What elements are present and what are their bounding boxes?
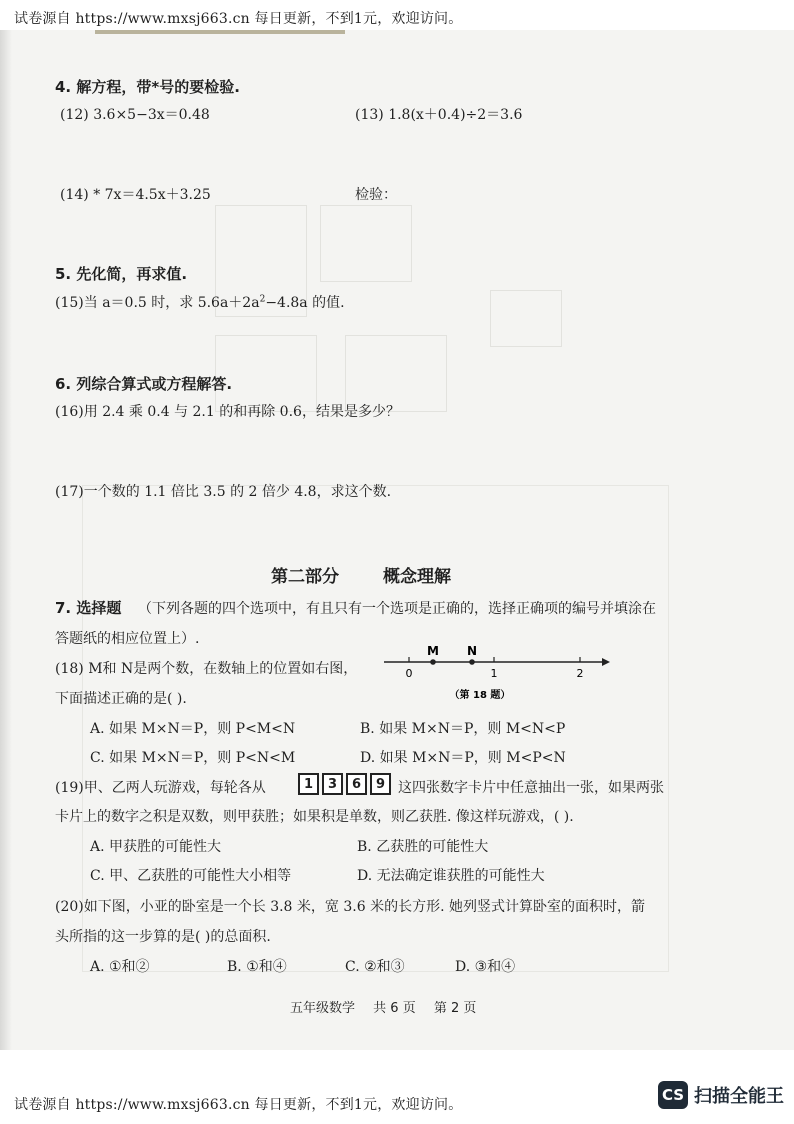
q20-option-d: D. ③和④ bbox=[455, 959, 516, 975]
question-15-exponent: 2 bbox=[259, 294, 266, 305]
showthrough-cube-2 bbox=[320, 205, 412, 282]
q20-option-a: A. ①和② bbox=[90, 959, 150, 975]
question-12: (12) 3.6×5−3x＝0.48 bbox=[60, 107, 210, 123]
question-18-line1: (18) M和 N是两个数，在数轴上的位置如右图， bbox=[55, 661, 358, 677]
section4-heading: 4. 解方程，带*号的要检验. bbox=[55, 78, 240, 96]
question-18-line2: 下面描述正确的是( ). bbox=[55, 691, 187, 707]
number-card-6: 6 bbox=[346, 773, 367, 795]
camscanner-badge-icon: CS bbox=[658, 1081, 688, 1109]
question-17: (17)一个数的 1.1 倍比 3.5 的 2 倍少 4.8，求这个数. bbox=[55, 484, 392, 500]
point-n bbox=[469, 659, 475, 665]
question-20-line1: (20)如下图，小亚的卧室是一个长 3.8 米，宽 3.6 米的长方形. 她列竖式计算卧室的面积时，箭 bbox=[55, 899, 645, 915]
number-card-3: 3 bbox=[322, 773, 343, 795]
question-13: (13) 1.8(x＋0.4)÷2＝3.6 bbox=[355, 107, 523, 123]
source-banner-top: 试卷源自 https://www.mxsj663.cn 每日更新，不到1元，欢迎访问。 bbox=[14, 11, 463, 27]
footer-page-number: 第 2 页 bbox=[433, 1001, 477, 1016]
part2-title-right: 概念理解 bbox=[383, 567, 451, 587]
q20-option-c: C. ②和③ bbox=[345, 959, 405, 975]
page-footer bbox=[290, 997, 490, 1016]
question-19-pre: (19)甲、乙两人玩游戏，每轮各从 bbox=[55, 780, 266, 796]
showthrough-cube-3 bbox=[490, 290, 562, 347]
tick-label-1: 1 bbox=[490, 667, 498, 680]
label-m: M bbox=[427, 644, 439, 658]
paper-edge-shadow bbox=[0, 30, 12, 1050]
question-15-suffix: −4.8a 的值. bbox=[265, 295, 345, 311]
question-16: (16)用 2.4 乘 0.4 与 2.1 的和再除 0.6，结果是多少？ bbox=[55, 404, 400, 420]
footer-subject: 五年级数学 bbox=[290, 1001, 356, 1016]
paper-top-mark bbox=[95, 30, 345, 34]
camscanner-logo-text: 扫描全能王 bbox=[694, 1086, 784, 1107]
q18-option-b: B. 如果 M×N＝P，则 M<N<P bbox=[360, 721, 566, 737]
number-card-1: 1 bbox=[298, 773, 319, 795]
q18-option-a: A. 如果 M×N＝P，则 P<M<N bbox=[90, 721, 296, 737]
question-19-line2: 卡片上的数字之积是双数，则甲获胜；如果积是单数，则乙获胜. 像这样玩游戏，( ). bbox=[55, 809, 574, 825]
question-15 bbox=[55, 292, 345, 312]
q19-option-d: D. 无法确定谁获胜的可能性大 bbox=[357, 868, 545, 884]
question-14: (14) * 7x＝4.5x＋3.25 bbox=[60, 187, 211, 203]
section5-heading: 5. 先化简，再求值. bbox=[55, 265, 188, 283]
check-label: 检验： bbox=[355, 187, 397, 203]
q18-option-d: D. 如果 M×N＝P，则 M<P<N bbox=[360, 750, 566, 766]
footer-total-pages: 共 6 页 bbox=[373, 1001, 416, 1016]
number-cards bbox=[298, 773, 391, 795]
number-line-figure bbox=[380, 640, 610, 705]
section6-heading: 6. 列综合算式或方程解答. bbox=[55, 375, 233, 393]
number-card-9: 9 bbox=[370, 773, 391, 795]
section7-intro-line1: （下列各题的四个选项中，有且只有一个选项是正确的，选择正确项的编号并填涂在 bbox=[138, 601, 656, 617]
question-15-prefix: (15)当 a＝0.5 时，求 5.6a＋2a bbox=[55, 295, 260, 311]
camscanner-logo bbox=[658, 1080, 784, 1110]
source-banner-bottom: 试卷源自 https://www.mxsj663.cn 每日更新，不到1元，欢迎访问。 bbox=[14, 1097, 463, 1113]
question-19-post: 这四张数字卡片中任意抽出一张，如果两张 bbox=[398, 780, 664, 796]
number-line-arrow bbox=[602, 658, 610, 666]
tick-label-2: 2 bbox=[576, 667, 584, 680]
q18-option-c: C. 如果 M×N＝P，则 P<N<M bbox=[90, 750, 296, 766]
label-n: N bbox=[466, 644, 478, 658]
question-20-line2: 头所指的这一步算的是( )的总面积. bbox=[55, 929, 271, 945]
section7-intro-line2: 答题纸的相应位置上）. bbox=[55, 631, 200, 647]
point-m bbox=[430, 659, 436, 665]
section7-heading: 7. 选择题 bbox=[55, 599, 122, 617]
tick-label-0: 0 bbox=[405, 667, 413, 680]
q19-option-b: B. 乙获胜的可能性大 bbox=[357, 839, 489, 855]
q19-option-a: A. 甲获胜的可能性大 bbox=[90, 839, 222, 855]
q19-option-c: C. 甲、乙获胜的可能性大小相等 bbox=[90, 868, 292, 884]
figure-caption: （第 18 题） bbox=[449, 690, 511, 701]
part2-title-left: 第二部分 bbox=[271, 567, 339, 587]
q20-option-b: B. ①和④ bbox=[227, 959, 287, 975]
